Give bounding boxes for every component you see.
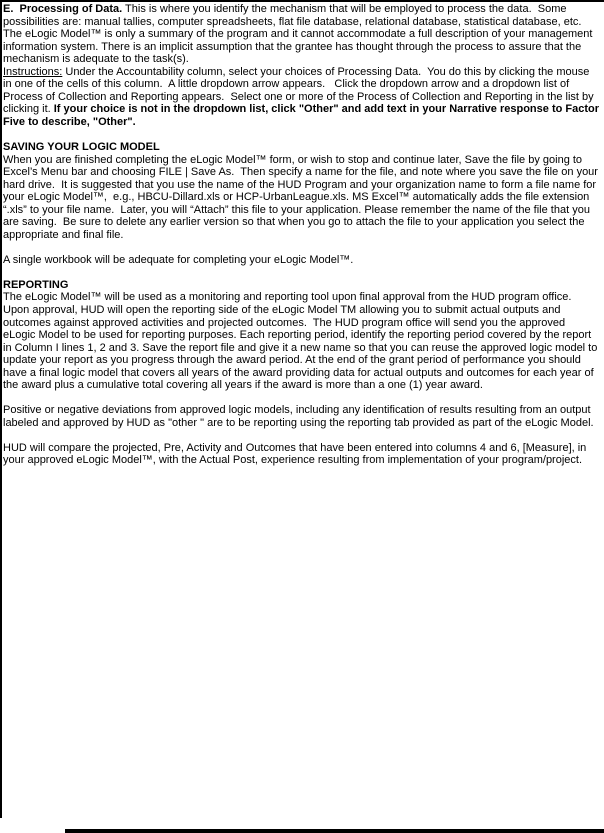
saving-section-body: When you are finished completing the eLogic Model™ form, or wish to stop and continue later, Save the file by going to Excel’s Menu bar and choosing FILE | Save As. Then specify a name for the file, and note where you save the file on your hard drive. It is suggested that you use the name of the HUD Program and your organization name to form a file name for your eLogic Model™, e.g., HBCU-Dillard.xls or HCP-UrbanLeague.xls. MS Excel™ automatically adds the file extension “.xls” to your file name. Later, you will “Attach” this file to your application. Please remember the name of the file that you are saving. Be sure to delete any earlier version so that when you go to attach the file to your application you select the appropriate and final file. [3,153,602,241]
instructions-text-block [3,3,603,467]
cell-border-top [0,0,604,2]
saving-section-heading: SAVING YOUR LOGIC MODEL [3,140,160,153]
comparison-paragraph: HUD will compare the projected, Pre, Activity and Outcomes that have been entered into columns 4 and 6, [Measure], in your approved eLogic Model™, with the Actual Post, experience resulting from implementation of your program/project. [3,441,590,467]
cell-border-left [0,0,2,818]
reporting-section-body: The eLogic Model™ will be used as a monitoring and reporting tool upon final approval from the HUD program office. Upon approval, HUD will open the reporting side of the eLogic Model TM allowing you to submit actual outputs and outcomes against approved activities and projected outcomes. The HUD program office will send you the approved eLogic Model to be used for reporting purposes. Each reporting period, identify the reporting period covered by the report in Column I lines 1, 2 and 3. Save the report file and give it a new name so that you can reuse the approved logic model to update your report as you progress through the award period. At the end of the grant period of performance you should have a final logic model that covers all years of the award providing data for actual outputs and outcomes for each year of the award plus a cumulative total covering all years if the award is more than a one (1) year award. [3,291,601,392]
processing-of-data-body: This is where you identify the mechanism that will be employed to process the data. Some possibilities are: manual tallies, computer spreadsheets, flat file database, relational database, statistical database, etc. The eLogic Model™ is only a summary of the program and it cannot accommodate a full description of your management information system. There is an implicit assumption that the grantee has thought through the process to assure that the mechanism is adequate to the task(s). [3,3,596,66]
reporting-section-heading: REPORTING [3,278,69,291]
processing-of-data-paragraph [3,3,600,66]
processing-of-data-heading: E. Processing of Data. [3,3,123,15]
instructions-body: Under the Accountability column, select your choices of Processing Data. You do this by clicking the mouse in one of the cells of this column. A little dropdown arrow appears. Click the dropdown arrow and a dropdown list of Process of Collection and Reporting appears. Select one or more of the Process of Collection and Reporting in the list by clicking it. [3,65,597,116]
deviations-paragraph: Positive or negative deviations from approved logic models, including any identification of results resulting from an output labeled and approved by HUD as "other " are to be reporting using the reporting tab provided as part of the eLogic Model. [3,404,594,429]
instructions-bold-note: If your choice is not in the dropdown list, click "Other" and add text in your Narrative response to Factor Five to describe, "Other". [3,103,603,128]
cell-border-bottom [65,829,604,833]
instructions-label: Instructions: [3,65,63,78]
instructions-paragraph [3,65,603,129]
single-workbook-note: A single workbook will be adequate for completing your eLogic Model™. [3,253,354,266]
